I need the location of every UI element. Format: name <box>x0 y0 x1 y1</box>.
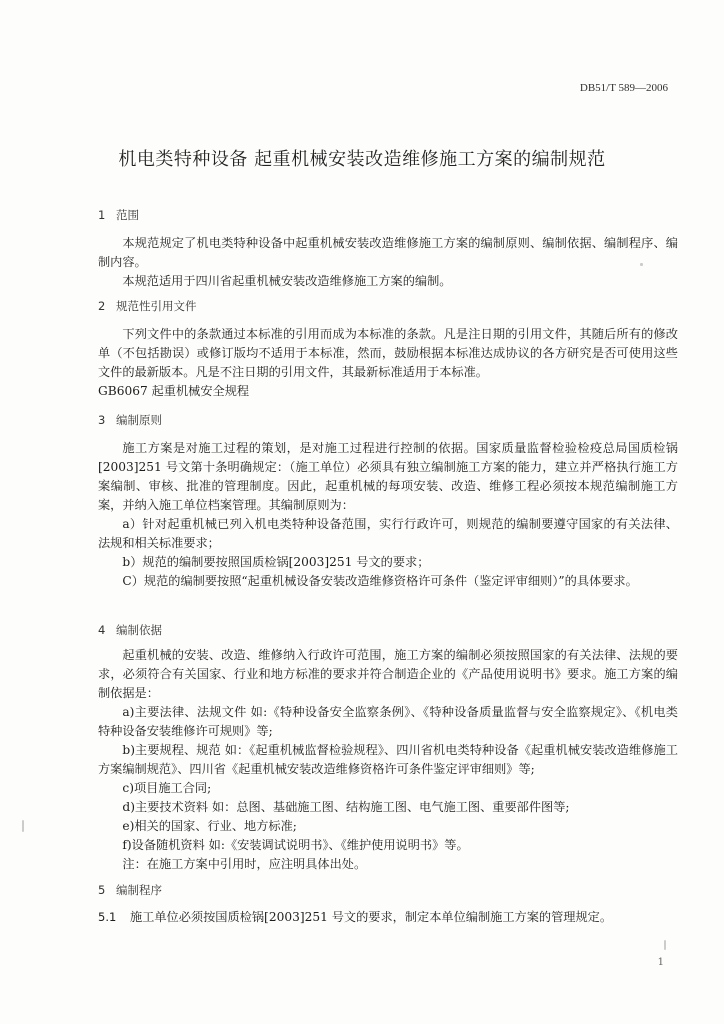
paragraph: 下列文件中的条款通过本标准的引用而成为本标准的条款。凡是注日期的引用文件，其随后所有的修改单（不包括勘误）或修订版均不适用于本标准，然而，鼓励根据本标准达成协议的各方研究是否可使用这些文件的最新版本。凡是不注日期的引用文件，其最新标准适用于本标准。 <box>98 327 678 379</box>
list-item: b）规范的编制要按照国质检锅[2003]251 号文的要求； <box>122 555 430 569</box>
paragraph: 施工方案是对施工过程的策划，是对施工过程进行控制的依据。国家质量监督检验检疫总局国质检锅[2003]251 号文第十条明确规定：（施工单位）必须具有独立编制施工方案的能力，建立并严格执行施工方案编制、审核、批准的管理制度。因此，起重机械的每项安装、改造、维修工程必须按本规范编制施工方案，并纳入施工单位档案管理。其编制原则为： <box>98 441 678 512</box>
list-item: c)项目施工合同; <box>122 781 212 795</box>
paragraph: 施工单位必须按国质检锅[2003]251 号文的要求，制定本单位编制施工方案的管理规定。 <box>130 910 613 924</box>
reference-item: GB6067 起重机械安全规程 <box>98 384 250 398</box>
section-heading-4 <box>98 622 162 638</box>
paragraph: 本规范规定了机电类特种设备中起重机械安装改造维修施工方案的编制原则、编制依据、编制程序、编制内容。 <box>98 236 678 269</box>
document-title: 机电类特种设备 起重机械安装改造维修施工方案的编制规范 <box>118 149 606 170</box>
list-item: a）针对起重机械已列入机电类特种设备范围，实行行政许可，则规范的编制要遵守国家的有关法律、法规和相关标准要求； <box>98 517 678 550</box>
section-number: 5 <box>98 883 106 897</box>
section-1-body <box>98 234 678 291</box>
subsection-number: 5.1 <box>98 910 117 924</box>
section-4-body <box>98 646 678 874</box>
section-title: 规范性引用文件 <box>116 299 197 313</box>
list-item: e)相关的国家、行业、地方标准; <box>122 819 297 833</box>
subsection-5-1 <box>98 908 678 927</box>
section-2-body <box>98 325 678 401</box>
list-item: a)主要法律、法规文件 如:《特种设备安全监察条例》、《特种设备质量监督与安全监察规定》、《机电类特种设备安装维修许可规则》等; <box>98 705 678 738</box>
section-number: 3 <box>98 413 106 427</box>
page-mark: 1 <box>657 957 664 968</box>
document-number: DB51/T 589—2006 <box>579 82 668 94</box>
list-item: C）规范的编制要按照“起重机械设备安装改造维修资格许可条件（鉴定评审细则）”的具体要求。 <box>122 574 638 588</box>
scan-speck <box>22 820 24 832</box>
section-heading-3 <box>98 412 162 428</box>
section-number: 4 <box>98 623 106 637</box>
section-number: 1 <box>98 208 106 222</box>
list-item: f)设备随机资料 如:《安装调试说明书》、《维护使用说明书》等。 <box>122 838 469 852</box>
list-item: b)主要规程、规范 如：《起重机械监督检验规程》、四川省机电类特种设备《起重机械安装改造维修施工方案编制规范》、四川省《起重机械安装改造维修资格许可条件鉴定评审细则》等; <box>98 743 678 776</box>
paragraph: 起重机械的安装、改造、维修纳入行政许可范围，施工方案的编制必须按照国家的有关法律、法规的要求，必须符合有关国家、行业和地方标准的要求并符合制造企业的《产品使用说明书》要求。施工方案的编制依据是： <box>98 648 678 700</box>
section-number: 2 <box>98 299 106 313</box>
section-heading-2 <box>98 298 197 314</box>
scan-speck <box>664 940 666 950</box>
section-heading-5 <box>98 882 162 898</box>
section-heading-1 <box>98 207 139 223</box>
paragraph: 本规范适用于四川省起重机械安装改造维修施工方案的编制。 <box>122 274 452 288</box>
scan-speck <box>640 263 643 266</box>
section-title: 编制依据 <box>116 623 162 637</box>
section-3-body <box>98 439 678 591</box>
note: 注：在施工方案中引用时，应注明具体出处。 <box>122 857 367 871</box>
list-item: d)主要技术资料 如：总图、基础施工图、结构施工图、电气施工图、重要部件图等; <box>122 800 570 814</box>
section-title: 编制程序 <box>116 883 162 897</box>
section-title: 范围 <box>116 208 139 222</box>
section-title: 编制原则 <box>116 413 162 427</box>
